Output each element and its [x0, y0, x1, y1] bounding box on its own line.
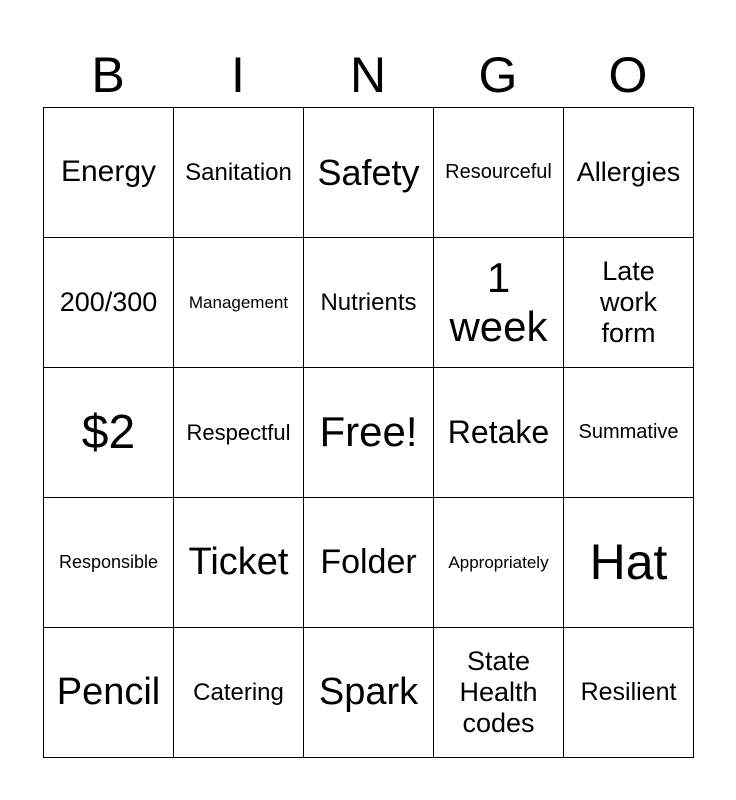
- bingo-cell[interactable]: [564, 368, 694, 498]
- free-space-label: Free!: [319, 408, 418, 456]
- header-letter-o: O: [608, 47, 648, 103]
- bingo-cell[interactable]: [174, 628, 304, 758]
- cell-label: Resourceful: [445, 161, 552, 183]
- cell-label: Catering: [193, 678, 284, 706]
- bingo-cell[interactable]: [564, 628, 694, 758]
- header-letter-g: G: [478, 47, 518, 103]
- header-letter-n: N: [349, 47, 387, 103]
- cell-label: Management: [188, 292, 289, 312]
- bingo-cell[interactable]: [44, 238, 174, 368]
- cell-label: Appropriately: [448, 552, 549, 572]
- bingo-cell[interactable]: [434, 628, 564, 758]
- cell-label: Resilient: [580, 678, 677, 707]
- bingo-cell[interactable]: [44, 628, 174, 758]
- cell-label: Respectful: [186, 419, 291, 445]
- bingo-cell[interactable]: [304, 238, 434, 368]
- bingo-cell[interactable]: [564, 238, 694, 368]
- cell-label: Retake: [447, 414, 550, 451]
- bingo-grid: [43, 107, 694, 758]
- cell-label: Nutrients: [320, 288, 417, 316]
- bingo-cell[interactable]: [174, 498, 304, 628]
- cell-label: Ticket: [188, 540, 289, 583]
- cell-label: $2: [81, 405, 136, 459]
- bingo-cell[interactable]: [174, 368, 304, 498]
- bingo-cell[interactable]: [304, 108, 434, 238]
- cell-label: Responsible: [58, 552, 159, 573]
- bingo-cell[interactable]: [304, 628, 434, 758]
- bingo-cell[interactable]: [44, 498, 174, 628]
- cell-label: Energy: [60, 155, 157, 189]
- bingo-cell[interactable]: [174, 108, 304, 238]
- header-letter-i: I: [231, 47, 245, 103]
- cell-label: Allergies: [576, 156, 681, 187]
- bingo-cell[interactable]: [434, 238, 564, 368]
- bingo-cell[interactable]: [174, 238, 304, 368]
- cell-label: Hat: [589, 533, 668, 590]
- bingo-header: [43, 44, 693, 106]
- cell-label: 200/300: [59, 286, 158, 317]
- bingo-cell[interactable]: [44, 108, 174, 238]
- cell-label: Pencil: [56, 670, 161, 713]
- cell-label: Late work form: [599, 255, 657, 349]
- cell-label: 1 week: [449, 254, 548, 350]
- header-letter-b: B: [91, 47, 125, 103]
- cell-label: Spark: [318, 670, 419, 713]
- bingo-cell[interactable]: [564, 498, 694, 628]
- free-space-cell[interactable]: [304, 368, 434, 498]
- cell-label: Safety: [317, 151, 420, 193]
- bingo-cell[interactable]: [434, 498, 564, 628]
- cell-label: Sanitation: [185, 158, 292, 186]
- bingo-cell[interactable]: [304, 498, 434, 628]
- cell-label: State Health codes: [459, 645, 538, 739]
- bingo-cell[interactable]: [44, 368, 174, 498]
- cell-label: Summative: [578, 421, 679, 443]
- bingo-cell[interactable]: [564, 108, 694, 238]
- bingo-cell[interactable]: [434, 108, 564, 238]
- bingo-cell[interactable]: [434, 368, 564, 498]
- cell-label: Folder: [320, 542, 417, 581]
